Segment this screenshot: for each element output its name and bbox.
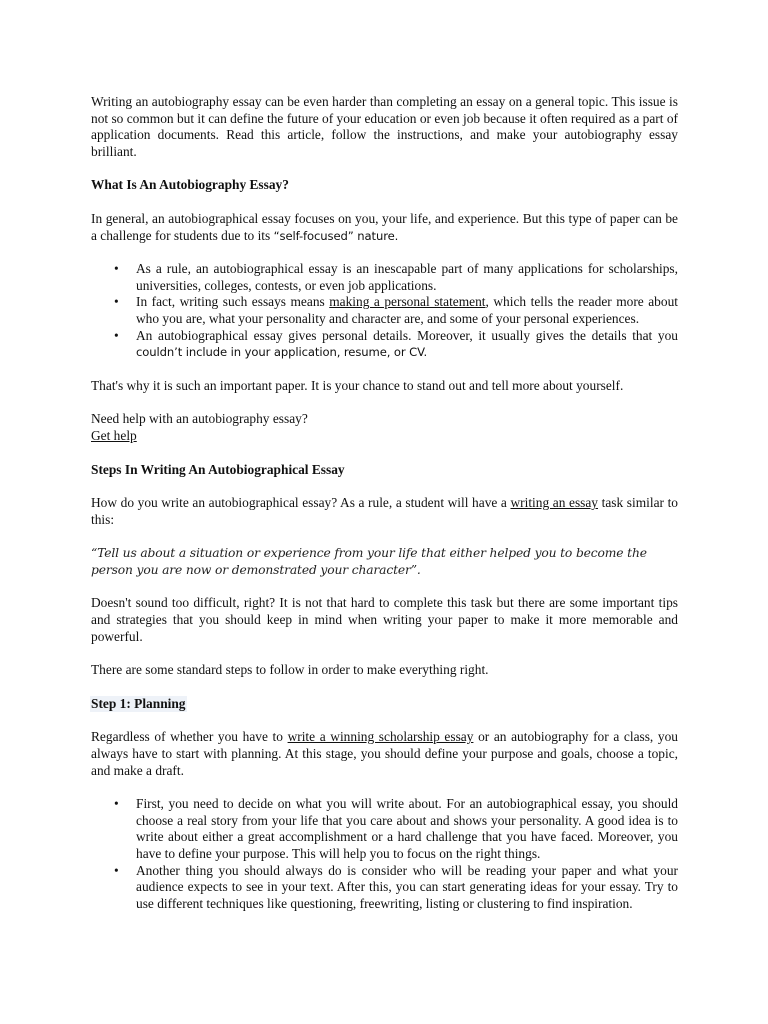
- intro-paragraph: Writing an autobiography essay can be even harder than completing an essay on a general topic. This issue is not so common but it can define the future of your education or even job because it often required as a part of application documents. Read this article, follow the instructions, and make your autobiography essay brilliant.: [91, 94, 678, 159]
- list-item: [114, 862, 678, 913]
- steps-intro-paragraph: [91, 495, 678, 528]
- bullet-marker: •: [114, 327, 119, 343]
- help-link-line: [91, 428, 678, 445]
- list-item-text: An autobiographical essay gives personal details. Moreover, it usually gives the details that you: [136, 327, 678, 343]
- step1-heading-line: [91, 696, 678, 713]
- what-is-paragraph-text: In general, an autobiographical essay focuses on you, your life, and experience. But this type of paper can be a challenge for students due to its: [91, 210, 678, 243]
- scholarship-essay-link[interactable]: write a winning scholarship essay: [287, 729, 474, 745]
- list-item-text: Another thing you should always do is consider who will be reading your paper and what your audience expects to see in your text. After this, you can start generating ideas for your essay. Try to use different techniques like questioning, freewriting, listing or clustering to find inspiration.: [136, 862, 678, 911]
- list-item-sans-text: couldn’t include in your application, resume, or CV.: [136, 345, 428, 360]
- bullet-marker: •: [114, 294, 119, 310]
- list-item-text: First, you need to decide on what you will write about. For an autobiographical essay, you should choose a real story from your life that you care about and shows your personality. A good idea is to write about either a great accomplishment or a hard challenge that you have faced. Moreover, you have to define your purpose. This will help you to focus on the right things.: [136, 796, 678, 861]
- list-item: [114, 796, 678, 862]
- steps-intro-text-after: task similar to this:: [91, 495, 678, 527]
- list-item-text: As a rule, an autobiographical essay is an inescapable part of many applications for scholarships, universities, colleges, contests, or even job applications.: [136, 261, 678, 293]
- step1-text-after: or an autobiography for a class, you always have to start with planning. At this stage, you should define your purpose and goals, choose a topic, and make a draft.: [91, 729, 678, 778]
- bullet-marker: •: [114, 862, 119, 878]
- list-item: [114, 327, 678, 361]
- what-is-paragraph: [91, 211, 678, 244]
- standard-steps-paragraph: There are some standard steps to follow in order to make everything right.: [91, 662, 489, 678]
- what-is-bullet-list: [91, 261, 678, 361]
- list-item: [114, 261, 678, 294]
- list-item-text-before: In fact, writing such essays means: [136, 294, 330, 310]
- what-is-heading: What Is An Autobiography Essay?: [91, 177, 289, 193]
- steps-heading: Steps In Writing An Autobiographical Essay: [91, 461, 345, 477]
- step1-paragraph: [91, 729, 678, 779]
- list-item-text-after: , which tells the reader more about who you are, what your personality and character are, and some of your personal experiences.: [136, 294, 678, 326]
- step1-bullet-list: [91, 796, 678, 912]
- get-help-link[interactable]: Get help: [91, 427, 137, 443]
- bullet-marker: •: [114, 261, 119, 277]
- list-item: [114, 294, 678, 327]
- steps-intro-text-before: How do you write an autobiographical essay? As a rule, a student will have a: [91, 495, 511, 511]
- step1-heading: Step 1: Planning: [91, 695, 186, 711]
- help-question: Need help with an autobiography essay?: [91, 411, 308, 427]
- bullet-marker: •: [114, 796, 119, 812]
- step1-text-before: Regardless of whether you have to: [91, 729, 288, 745]
- writing-an-essay-link[interactable]: writing an essay: [510, 495, 599, 511]
- essay-prompt-quote: “Tell us about a situation or experience from your life that either helped you to become the person you are now or demonstrated your character”.: [91, 546, 647, 577]
- what-is-paragraph-sans-text: “self-focused” nature.: [273, 228, 399, 243]
- personal-statement-link[interactable]: making a personal statement: [329, 294, 486, 310]
- tips-paragraph: Doesn't sound too difficult, right? It is not that hard to complete this task but there are some important tips and strategies that you should keep in mind when writing your paper to make it more memorable and powerful.: [91, 595, 678, 644]
- importance-paragraph: That's why it is such an important paper. It is your chance to stand out and tell more about yourself.: [91, 377, 624, 393]
